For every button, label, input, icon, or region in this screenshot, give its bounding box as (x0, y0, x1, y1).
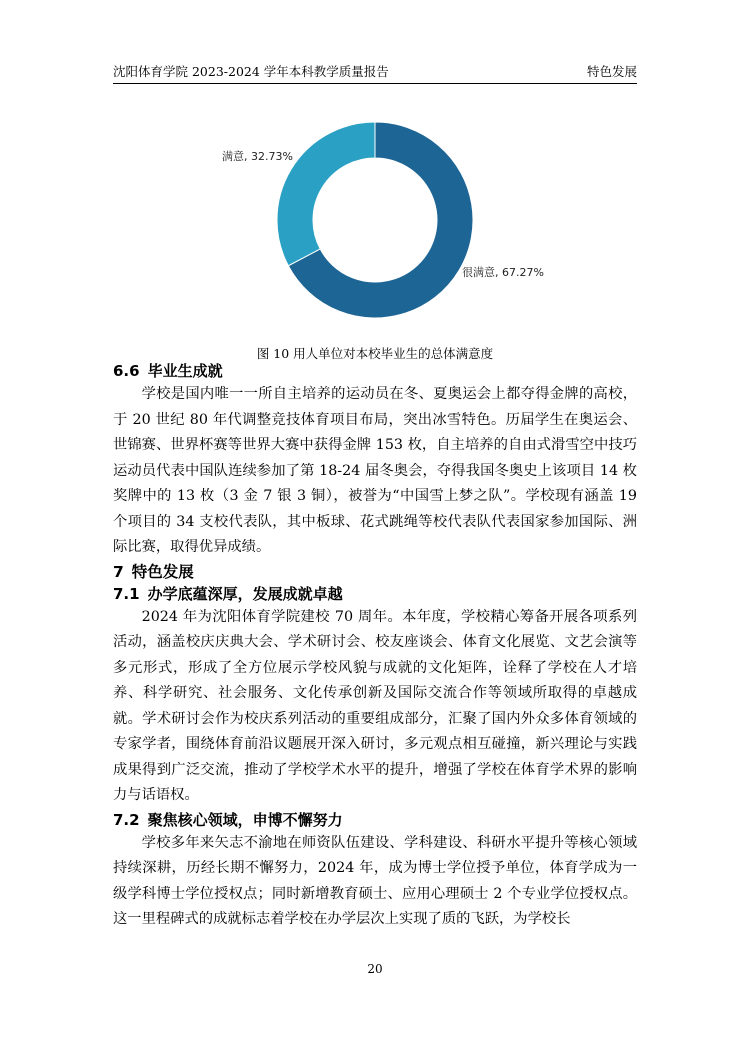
section-7-1-paragraph: 2024 年为沈阳体育学院建校 70 周年。本年度，学校精心筹备开展各项系列活动，涵盖校庆庆典大会、学术研讨会、校友座谈会、体育文化展览、文艺会演等多元形式，形成了全方位展示学校风貌与成就的文化矩阵，诠释了学校在人才培养、科学研究、社会服务、文化传承创新及国际交流合作等领域所取得的卓越成就。学术研讨会作为校庆系列活动的重要组成部分，汇聚了国内外众多体育领域的专家学者，围绕体育前沿议题展开深入研讨，多元观点相互碰撞，新兴理论与实践成果得到广泛交流，推动了学校学术水平的提升，增强了学校在体育学术界的影响力与话语权。 (113, 608, 637, 803)
section-7-2-paragraph: 学校多年来矢志不渝地在师资队伍建设、学科建设、科研水平提升等核心领域持续深耕，历经长期不懈努力，2024 年，成为博士学位授予单位，体育学成为一级学科博士学位授权点；同时新增教育硕士、应用心理硕士 2 个专业学位授权点。这一里程碑式的成就标志着学校在办学层次上实现了质的飞跃，为学校长 (113, 834, 637, 927)
header-report-title: 沈阳体育学院 2023-2024 学年本科教学质量报告 (113, 64, 389, 79)
section-title: 办学底蕴深厚，发展成就卓越 (147, 584, 343, 603)
section-number: 6.6 (113, 362, 140, 380)
section-7-heading (113, 561, 637, 583)
slice-label-very-satisfied: 很满意, 67.27% (462, 266, 544, 279)
figure-caption: 图 10 用人单位对本校毕业生的总体满意度 (256, 346, 494, 361)
section-6-6-heading (113, 360, 637, 382)
main-content (113, 360, 637, 933)
page-header (113, 62, 637, 84)
donut-slice-1 (277, 122, 375, 266)
section-number: 7 (113, 562, 124, 581)
section-6-6-paragraph: 学校是国内唯一一所自主培养的运动员在冬、夏奥运会上都夺得金牌的高校，于 20 世纪 80 年代调整竞技体育项目布局，突出冰雪特色。历届学生在奥运会、世锦赛、世界杯赛等世界大赛中获得金牌 153 枚，自主培养的自由式滑雪空中技巧运动员代表中国队连续参加了第 18-24 届冬奥会，夺得我国冬奥史上该项目 14 枚奖牌中的 13 枚（3 金 7 银 3 铜），被誉为“中国雪上梦之队”。学校现有涵盖 19 个项目的 34 支校代表队，其中板球、花式跳绳等校代表队代表国家参加国际、洲际比赛，取得优异成绩。 (113, 386, 637, 555)
slice-label-satisfied: 满意, 32.73% (222, 150, 293, 163)
satisfaction-donut-chart (200, 110, 600, 330)
section-number: 7.1 (113, 584, 140, 603)
header-divider (113, 83, 637, 84)
section-7-2-heading (113, 809, 637, 831)
section-7-1-heading (113, 583, 637, 605)
donut-svg (200, 110, 600, 330)
header-chapter-title: 特色发展 (586, 64, 637, 79)
section-title: 特色发展 (131, 562, 194, 581)
section-title: 毕业生成就 (147, 362, 223, 380)
section-number: 7.2 (113, 810, 140, 829)
section-title: 聚焦核心领域，申博不懈努力 (147, 810, 343, 829)
page-number: 20 (367, 962, 383, 976)
